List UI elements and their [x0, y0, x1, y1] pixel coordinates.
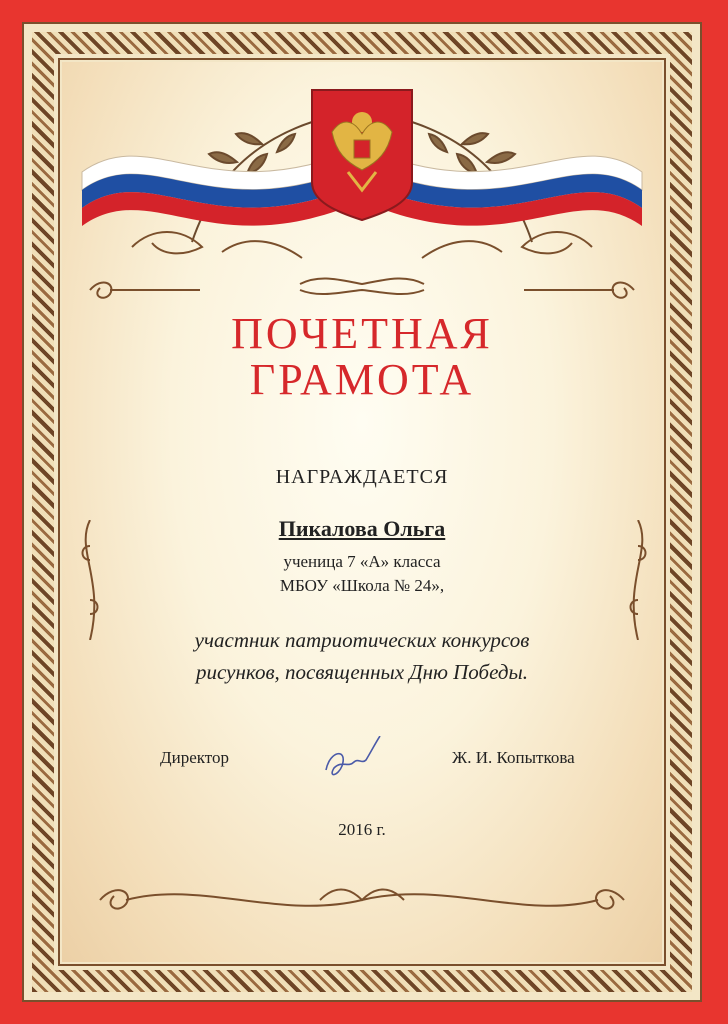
- certificate-title-line1: ПОЧЕТНАЯ: [231, 309, 493, 358]
- recipient-class: ученица 7 «А» класса: [283, 552, 441, 571]
- recipient-name: Пикалова Ольга: [278, 516, 446, 541]
- signature-icon: [318, 736, 398, 786]
- bottom-flourish-icon: [80, 860, 644, 940]
- awarded-label: НАГРАЖДАЕТСЯ: [275, 466, 449, 488]
- school-name: МБОУ «Школа № 24»,: [279, 576, 445, 595]
- achievement-line1: участник патриотических конкурсов: [194, 628, 530, 652]
- scroll-flourish-icon: [132, 232, 592, 258]
- achievement-line2: рисунков, посвященных Дню Победы.: [196, 660, 528, 684]
- signatory-title: Директор: [160, 748, 229, 767]
- header-decoration: [62, 62, 662, 302]
- signatory-name: Ж. И. Копыткова: [452, 748, 575, 767]
- title-flourish-top: [80, 268, 644, 308]
- certificate-title-line2: ГРАМОТА: [249, 355, 475, 404]
- certificate-year: 2016 г.: [338, 820, 386, 839]
- coat-of-arms-icon: [312, 90, 412, 220]
